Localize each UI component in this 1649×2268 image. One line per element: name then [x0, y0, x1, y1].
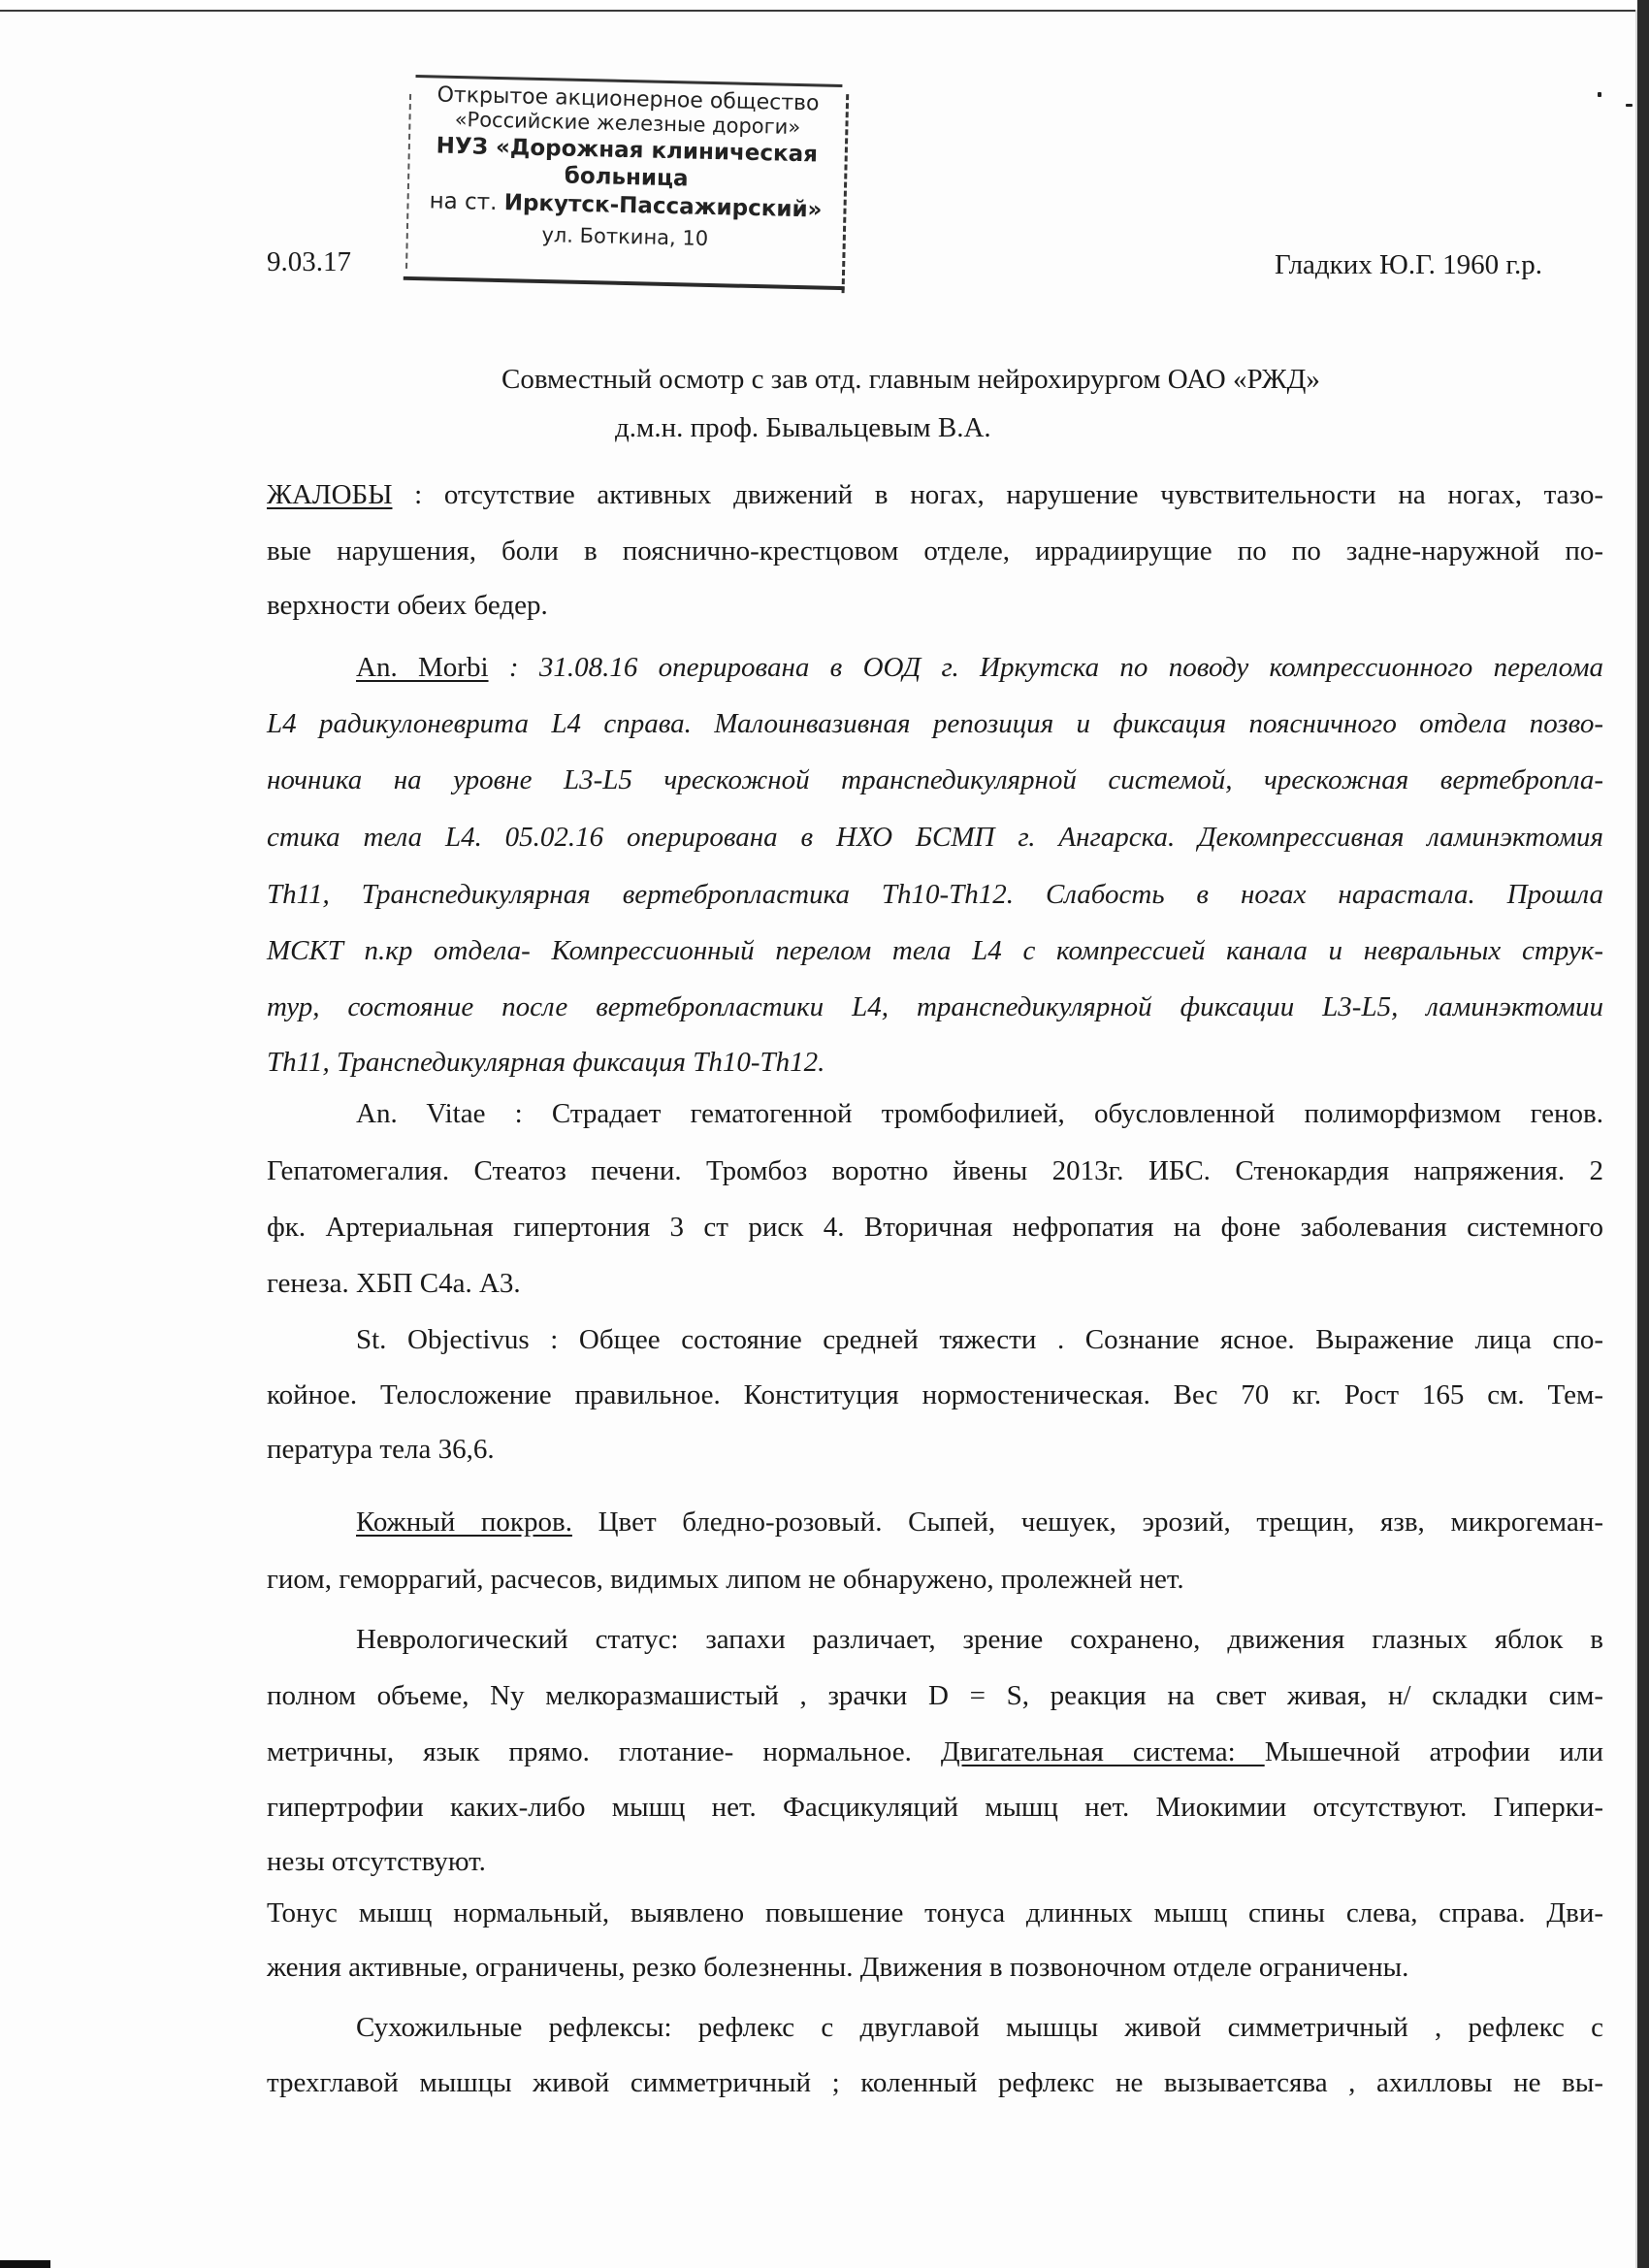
- skin-label: Кожный покров.: [356, 1507, 572, 1538]
- anamnesis-vitae-line: Гепатомегалия. Стеатоз печени. Тромбоз воротно йвены 2013г. ИБС. Стенокардия напряжения. 2: [267, 1155, 1603, 1186]
- reflexes-line: трехглавой мышцы живой симметричный ; коленный рефлекс не вызываетсява , ахилловы не вы-: [267, 2067, 1603, 2098]
- muscle-tone-line: жения активные, ограничены, резко болезненны. Движения в позвоночном отделе ограничены.: [267, 1952, 1409, 1983]
- anamnesis-morbi-line: Th11, Транспедикулярная вертебропластика Th10-Th12. Слабость в ногах нарастала. Прошла: [267, 879, 1603, 910]
- scan-speck: [1598, 92, 1601, 97]
- scan-edge-top: [0, 0, 1649, 12]
- anamnesis-vitae-line: An. Vitae : Страдает гематогенной тромбофилией, обусловленной полиморфизмом генов.: [356, 1098, 1603, 1129]
- document-title: Совместный осмотр с зав отд. главным нейрохирургом ОАО «РЖД»: [501, 364, 1320, 395]
- neuro-status-text: Мышечной атрофии или: [1264, 1736, 1604, 1767]
- scan-speck: [1626, 104, 1633, 107]
- anamnesis-morbi-line: стика тела L4. 05.02.16 оперирована в НХО БСМП г. Ангарска. Декомпрессивная ламинэктомия: [267, 822, 1603, 853]
- anamnesis-morbi-line: тур, состояние после вертебропластики L4, транспедикулярной фиксации L3-L5, ламинэктомии: [267, 991, 1603, 1022]
- stamp-company-name: «Российские железные дороги»: [454, 107, 801, 140]
- muscle-tone-line: Тонус мышц нормальный, выявлено повышение тонуса длинных мышц спины слева, справа. Дви-: [267, 1897, 1603, 1928]
- patient-name: Гладких Ю.Г. 1960 г.р.: [1275, 249, 1542, 280]
- stamp-hospital-cont: больница: [564, 163, 689, 192]
- stamp-hospital: НУЗ «Дорожная клиническая: [436, 133, 819, 168]
- neuro-status-line: полном объеме, Ny мелкоразмашистый , зрачки D = S, реакция на свет живая, н/ складки сим-: [267, 1680, 1603, 1711]
- scan-edge-right: [1637, 0, 1649, 2268]
- stamp-station-name: Иркутск-Пассажирский»: [503, 190, 823, 223]
- document-date: 9.03.17: [267, 246, 351, 277]
- anamnesis-vitae-line: фк. Артериальная гипертония 3 ст риск 4. Вторичная нефропатия на фоне заболевания системного: [267, 1212, 1603, 1243]
- stamp-border: [404, 276, 845, 290]
- stamp-address: ул. Боткина, 10: [541, 223, 709, 250]
- complaints-line: [267, 477, 1603, 512]
- stamp-station-prefix: на ст.: [429, 188, 505, 216]
- status-objectivus-line: койное. Телосложение правильное. Конституция нормостеническая. Вес 70 кг. Рост 165 см. Тем-: [267, 1379, 1603, 1410]
- anamnesis-morbi-line: Th11, Транспедикулярная фиксация Th10-Th12.: [267, 1047, 825, 1078]
- neuro-status-line: незы отсутствуют.: [267, 1846, 486, 1877]
- hospital-stamp: [404, 75, 850, 298]
- anamnesis-morbi-text: : 31.08.16 оперирована в ООД г. Иркутска по поводу компрессионного перелома: [488, 652, 1603, 683]
- complaints-text: : отсутствие активных движений в ногах, нарушение чувствительности на ногах, тазо-: [392, 479, 1603, 510]
- skin-line: [356, 1505, 1603, 1539]
- stamp-company: Открытое акционерное общество: [436, 82, 820, 116]
- skin-line: гиом, геморрагий, расчесов, видимых липом не обнаружено, пролежней нет.: [267, 1564, 1184, 1595]
- motor-system-label: Двигательная система:: [940, 1736, 1265, 1767]
- neuro-status-text: метричны, язык прямо. глотание- нормальное.: [267, 1736, 941, 1767]
- anamnesis-morbi-line: L4 радикулоневрита L4 справа. Малоинвазивная репозиция и фиксация поясничного отдела позво-: [267, 708, 1603, 739]
- anamnesis-morbi-line: [356, 650, 1603, 685]
- scan-corner-mark: [0, 2260, 50, 2268]
- complaints-line: верхности обеих бедер.: [267, 590, 548, 621]
- reflexes-line: Сухожильные рефлексы: рефлекс с двуглавой мышцы живой симметричный , рефлекс с: [356, 2012, 1603, 2043]
- status-objectivus-line: пература тела 36,6.: [267, 1434, 495, 1465]
- neuro-status-line: [267, 1734, 1603, 1769]
- anamnesis-morbi-label: An. Morbi: [356, 652, 489, 683]
- neuro-status-line: Неврологический статус: запахи различает, зрение сохранено, движения глазных яблок в: [356, 1624, 1603, 1655]
- skin-text: Цвет бледно-розовый. Сыпей, чешуек, эрозий, трещин, язв, микрогеман-: [571, 1507, 1603, 1538]
- anamnesis-morbi-line: МСКТ п.кр отдела- Компрессионный перелом тела L4 с компрессией канала и невральных струк-: [267, 935, 1603, 966]
- document-subtitle: д.м.н. проф. Бывальцевым В.А.: [615, 412, 991, 443]
- complaints-line: вые нарушения, боли в пояснично-крестцовом отделе, иррадиирущие по по задне-наружной по-: [267, 535, 1603, 567]
- complaints-label: ЖАЛОБЫ: [267, 479, 393, 510]
- neuro-status-line: гипертрофии каких-либо мышц нет. Фасцикуляций мышц нет. Миокимии отсутствуют. Гиперки-: [267, 1792, 1603, 1823]
- anamnesis-vitae-line: генеза. ХБП С4а. А3.: [267, 1268, 521, 1299]
- anamnesis-morbi-line: ночника на уровне L3-L5 чрескожной транспедикулярной системой, чрескожная вертебропла-: [267, 764, 1603, 795]
- status-objectivus-line: St. Objectivus : Общее состояние средней тяжести . Сознание ясное. Выражение лица спо-: [356, 1324, 1603, 1355]
